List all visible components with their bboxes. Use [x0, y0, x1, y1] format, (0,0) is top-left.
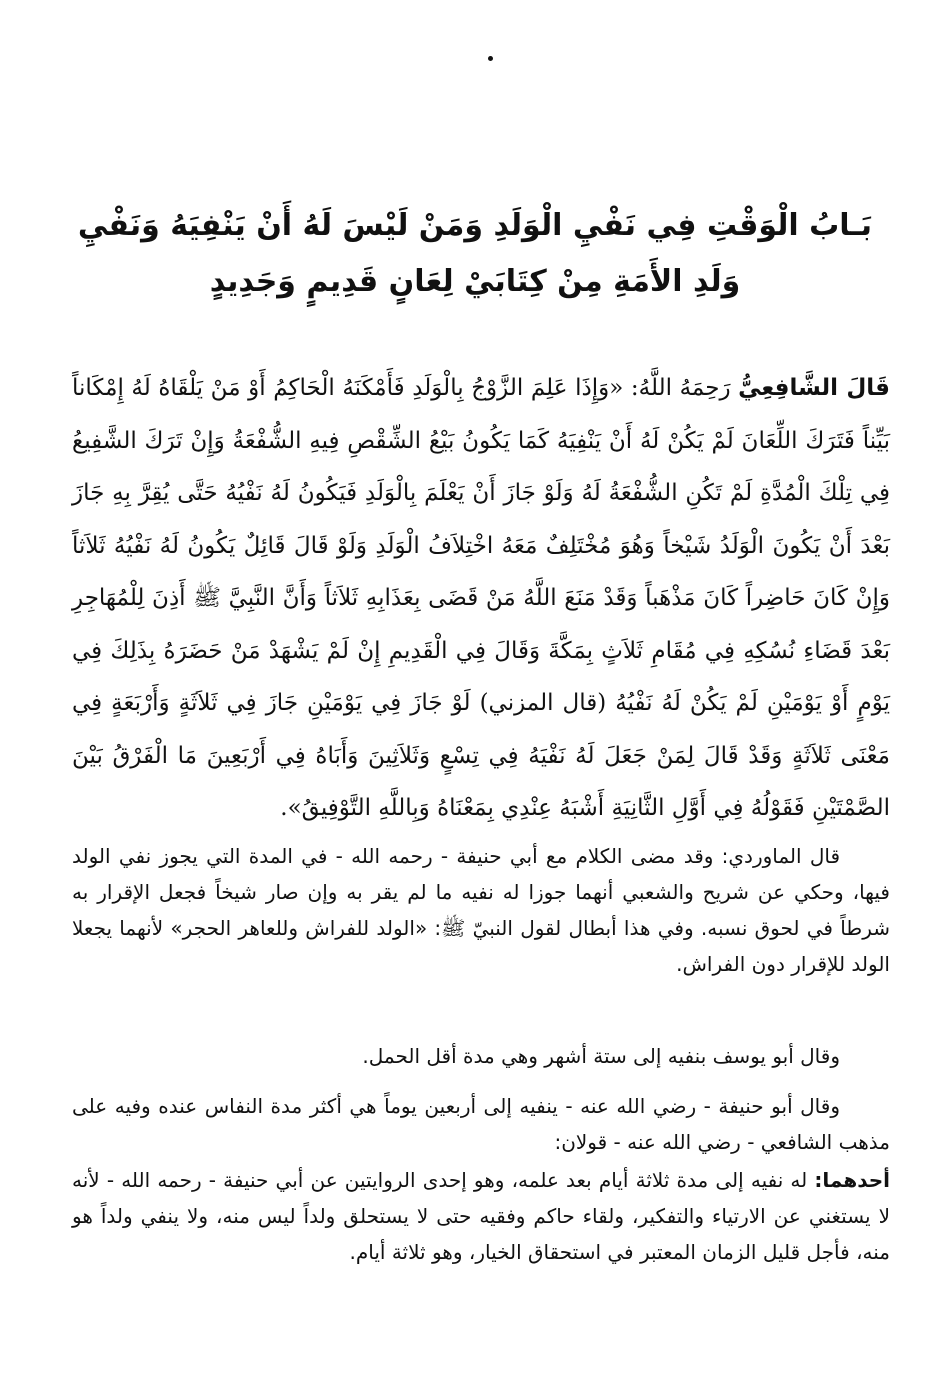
commentary-paragraph-1: قال الماوردي: وقد مضى الكلام مع أبي حنيفة - رحمه الله - في المدة التي يجوز نفي الولد فيها، وحكي عن شريح والشعبي أنهما جوزا له نفيه ما لم يقر به وإن صار شيخاً فجعل الإقرار به شرطاً في لحوق نسبه. وفي هذا أبطال لقول النبيّ ﷺ: «الولد للفراش وللعاهر الحجر» لأنهما يجعلا الولد للإقرار دون الفراش. [72, 844, 890, 976]
commentary-paragraph-4 [72, 1162, 890, 1270]
paragraph-lead-word: أحدهما: [814, 1168, 891, 1192]
quote-speaker: قَالَ الشَّافِعِيُّ [738, 375, 890, 401]
quote-body: رَحِمَهُ اللَّهُ: «وَإِذَا عَلِمَ الزَّوْجُ بِالْوَلَدِ فَأَمْكَنَهُ الْحَاكِمُ أَوْ مَنْ يَلْقَاهُ لَهُ إِمْكَاناً بَيِّناً فَتَرَكَ اللِّعَانَ لَمْ يَكُنْ لَهُ أَنْ يَنْفِيَهُ كَمَا يَكُونُ بَيْعُ الشِّقْصِ فِيهِ الشُّفْعَةُ وَإِنْ تَرَكَ الشَّفِيعُ فِي تِلْكَ الْمُدَّةِ لَمْ تَكُنِ الشُّفْعَةُ لَهُ وَلَوْ جَازَ أَنْ يَعْلَمَ بِالْوَلَدِ فَيَكُونُ لَهُ نَفْيُهُ حَتَّى يُقِرَّ بِهِ جَازَ بَعْدَ أَنْ يَكُونَ الْوَلَدُ شَيْخاً وَهُوَ مُخْتَلِفٌ مَعَهُ اخْتِلاَفُ الْوَلَدِ وَلَوْ قَالَ قَائِلٌ يَكُونُ لَهُ نَفْيُهُ ثَلاَثاً وَإِنْ كَانَ حَاضِراً كَانَ مَذْهَباً وَقَدْ مَنَعَ اللَّهُ مَنْ قَضَى بِعَذَابِهِ ثَلاَثاً وَأَنَّ النَّبِيَّ ﷺ أَذِنَ لِلْمُهَاجِرِ بَعْدَ قَضَاءِ نُسُكِهِ فِي مُقَامِ ثَلاَثٍ بِمَكَّةَ وَقَالَ فِي الْقَدِيمِ إِنْ لَمْ يَشْهَدْ مَنْ حَضَرَهُ بِذَلِكَ فِي يَوْمٍ أَوْ يَوْمَيْنِ لَمْ يَكُنْ لَهُ نَفْيُهُ (قال المزني) لَوْ جَازَ فِي يَوْمَيْنِ جَازَ فِي ثَلاَثَةٍ وَأَرْبَعَةٍ فِي مَعْنَى ثَلاَثَةٍ وَقَدْ قَالَ لِمَنْ جَعَلَ لَهُ نَفْيَهُ فِي تِسْعٍ وَثَلاَثِينَ وَأَبَاهُ فِي أَرْبَعِينَ مَا الْفَرْقُ بَيْنَ الصَّمْتَيْنِ فَقَوْلُهُ فِي أَوَّلِ الثَّانِيَةِ أَشْبَهُ عِنْدِي بِمَعْنَاهُ وَبِاللَّهِ التَّوْفِيقُ». [72, 375, 890, 821]
commentary-paragraph-2: وقال أبو يوسف بنفيه إلى ستة أشهر وهي مدة أقل الحمل. [362, 1044, 840, 1068]
paragraph-4-body: له نفيه إلى مدة ثلاثة أيام بعد علمه، وهو إحدى الروايتين عن أبي حنيفة - رحمه الله - لأنه لا يستغني عن الارتياء والتفكير، ولقاء حاكم وفقيه حتى لا يستحلق ولداً ليس منه، ولا ينفي ولداً هو منه، فأجل قليل الزمان المعتبر في استحقاق الخيار، وهو ثلاثة أيام. [72, 1168, 890, 1264]
page-dot-mark [488, 56, 493, 61]
quoted-text-paragraph [72, 362, 890, 835]
commentary-paragraph-3: وقال أبو حنيفة - رضي الله عنه - ينفيه إلى أربعين يوماً هي أكثر مدة النفاس عنده وفيه على مذهب الشافعي - رضي الله عنه - قولان: [72, 1094, 890, 1154]
chapter-title: بَـابُ الْوَقْتِ فِي نَفْيِ الْوَلَدِ وَمَنْ لَيْسَ لَهُ أَنْ يَنْفِيَهُ وَنَفْيِ وَلَدِ الأَمَةِ مِنْ كِتَابَيْ لِعَانٍ قَدِيمٍ وَجَدِيدٍ [77, 208, 873, 299]
